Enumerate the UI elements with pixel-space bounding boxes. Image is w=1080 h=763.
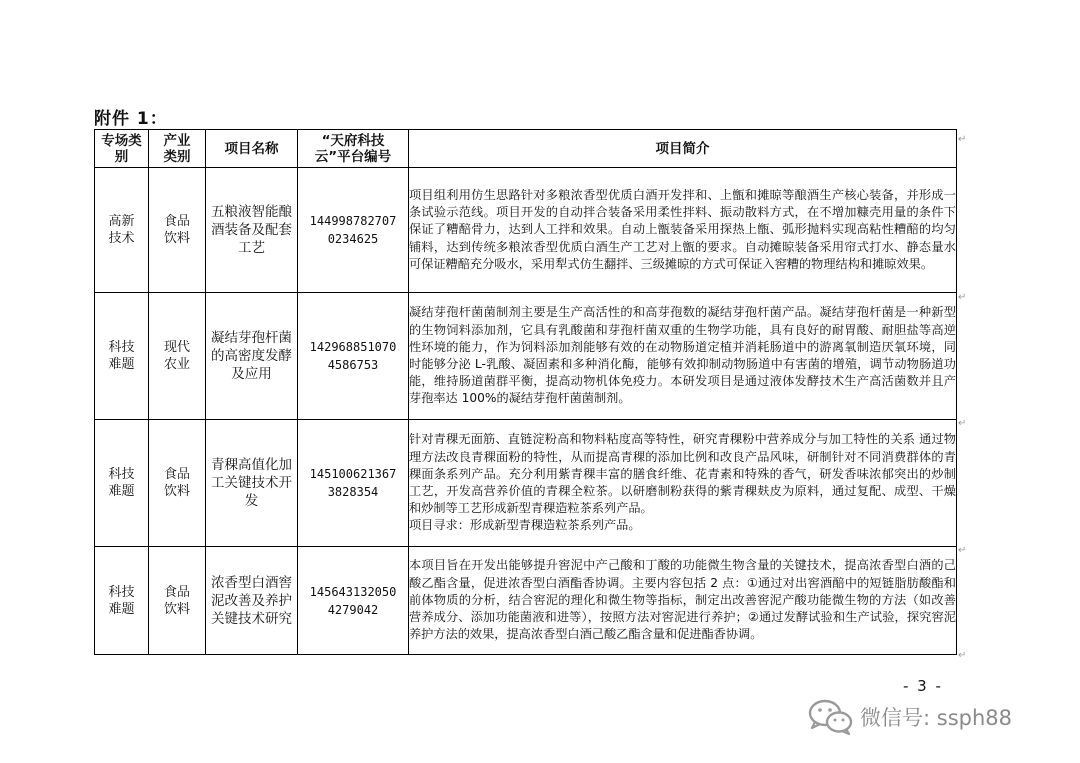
header-summary: 项目简介 — [409, 130, 957, 168]
row-project-name: 凝结芽孢杆菌的高密度发酵及应用 — [206, 293, 298, 420]
row-project-name: 青稞高值化加工关键技术开发 — [206, 420, 298, 547]
row-platform-id: 145100621367 3828354 — [298, 420, 409, 547]
header-category: 专场类别 — [95, 130, 149, 168]
table-row — [95, 168, 957, 293]
page-number: - 3 - — [903, 677, 943, 695]
row-project-name: 五粮液智能酿酒装备及配套工艺 — [206, 168, 298, 293]
paragraph-mark-icon: ↵ — [958, 134, 967, 145]
row-summary — [409, 420, 957, 547]
header-industry: 产业类别 — [149, 130, 206, 168]
row-industry: 食品饮料 — [149, 547, 206, 655]
row-project-name: 浓香型白酒窖泥改善及养护关键技术研究 — [206, 547, 298, 655]
summary-main: 针对青稞无面筋、直链淀粉高和物料粘度高等特性，研究青稞粉中营养成分与加工特性的关系 通过物理方法改良青稞面粉的特性，从而提高青稞的添加比例和改良产品风味，研制针对不同消费群体的青稞面条系列产品。充分利用紫青稞丰富的膳食纤维、花青素和特殊的香气，研发香味浓郁突出的炒制工艺，开发高营养价值的青稞全粒茶。以研磨制粉获得的紫青稞麸皮为原料，通过复配、成型、干燥和炒制等工艺形成新型青稞造粒茶系列产品。 — [409, 432, 956, 516]
paragraph-mark-icon: ↵ — [958, 292, 967, 303]
row-category: 高新技术 — [95, 168, 149, 293]
row-platform-id: 144998782707 0234625 — [298, 168, 409, 293]
table-row — [95, 547, 957, 655]
watermark — [806, 697, 1012, 737]
watermark-text: 微信号: ssph88 — [860, 706, 1012, 730]
table-header-row — [95, 130, 957, 168]
row-industry: 食品饮料 — [149, 168, 206, 293]
summary-extra: 项目寻求：形成新型青稞造粒茶系列产品。 — [409, 518, 641, 533]
row-category: 科技难题 — [95, 293, 149, 420]
project-table — [94, 129, 957, 655]
paragraph-mark-icon: ↵ — [958, 650, 967, 661]
row-category: 科技难题 — [95, 420, 149, 547]
row-industry: 食品饮料 — [149, 420, 206, 547]
row-platform-id: 145643132050 4279042 — [298, 547, 409, 655]
paragraph-mark-icon: ↵ — [958, 418, 967, 429]
row-category: 科技难题 — [95, 547, 149, 655]
row-industry: 现代农业 — [149, 293, 206, 420]
row-platform-id: 142968851070 4586753 — [298, 293, 409, 420]
table-row — [95, 293, 957, 420]
header-project-name: 项目名称 — [206, 130, 298, 168]
row-summary: 凝结芽孢杆菌菌制剂主要是生产高活性的和高芽孢数的凝结芽孢杆菌产品。凝结芽孢杆菌是一种新型的生物饲料添加剂，它具有乳酸菌和芽孢杆菌双重的生物学功能，具有良好的耐胃酸、耐胆盐等高逆性环境的能力，作为饲料添加剂能够有效的在动物肠道定植并消耗肠道中的游离氧制造厌氧环境，同时能够分泌 L-乳酸、凝固素和多种消化酶，能够有效抑制动物肠道中有害菌的增殖，调节动物肠道功能，维持肠道菌群平衡，提高动物机体免疫力。本研发项目是通过液体发酵技术生产高活菌数并且产芽孢率达 100%的凝结芽孢杆菌菌制剂。 — [409, 293, 957, 420]
paragraph-mark-icon: ↵ — [958, 545, 967, 556]
table-row — [95, 420, 957, 547]
row-summary: 项目组利用仿生思路针对多粮浓香型优质白酒开发拌和、上甑和摊晾等酿酒生产核心装备，并形成一条试验示范线。项目开发的自动拌合装备采用柔性拌料、振动散料方式，在不增加糠壳用量的条件下保证了糟醅骨力，达到人工拌和效果。自动上甑装备采用探热上甑、弧形抛料实现高粘性糟醅的均匀铺料，达到传统多粮浓香型优质白酒生产工艺对上甑的要求。自动摊晾装备采用帘式打水、静态量水可保证糟醅充分吸水，采用犁式仿生翻拌、三级摊晾的方式可保证入窖糟的物理结构和摊晾效果。 — [409, 168, 957, 293]
attachment-title: 附件 1： — [94, 109, 168, 129]
wechat-icon — [806, 697, 856, 737]
header-platform-id: “天府科技云”平台编号 — [298, 130, 409, 168]
row-summary: 本项目旨在开发出能够提升窖泥中产己酸和丁酸的功能微生物含量的关键技术，提高浓香型白酒的己酸乙酯含量，促进浓香型白酒酯香协调。主要内容包括 2 点：①通过对出窖酒醅中的短链脂肪酸酯和前体物质的分析，结合窖泥的理化和微生物等指标，制定出改善窖泥产酸功能微生物的方法（如改善营养成分、添加功能菌液和进等），按照方法对窖泥进行养护；②通过发酵试验和生产试验，探究窖泥养护方法的效果，提高浓香型白酒己酸乙酯含量和促进酯香协调。 — [409, 547, 957, 655]
